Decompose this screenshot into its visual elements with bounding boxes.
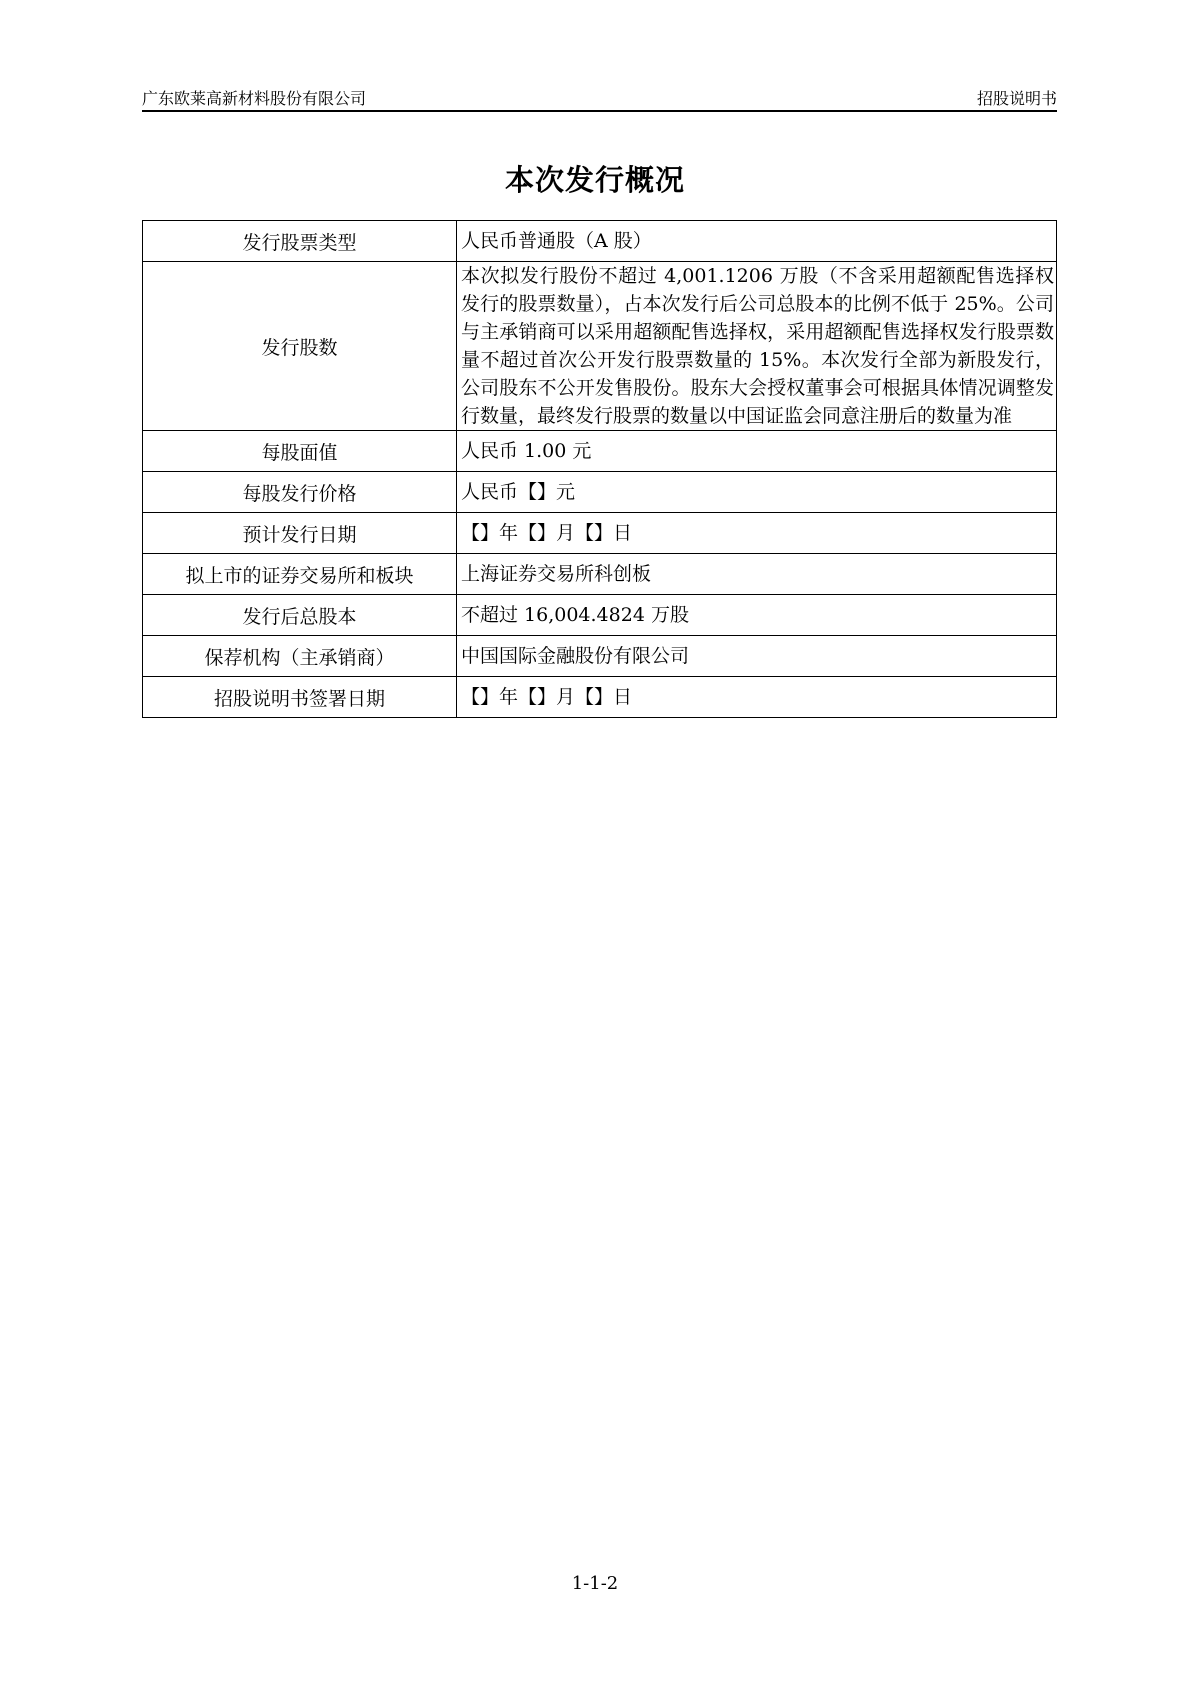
table-row (143, 221, 1057, 262)
row-value: 【】年【】月【】日 (457, 513, 1057, 554)
table-row (143, 513, 1057, 554)
row-value: 人民币 1.00 元 (457, 431, 1057, 472)
row-label: 拟上市的证券交易所和板块 (143, 554, 457, 595)
table-row (143, 431, 1057, 472)
table-row (143, 677, 1057, 718)
row-label: 保荐机构（主承销商） (143, 636, 457, 677)
row-label: 每股发行价格 (143, 472, 457, 513)
document-type: 招股说明书 (976, 89, 1057, 108)
row-label: 发行股票类型 (143, 221, 457, 262)
row-label: 发行后总股本 (143, 595, 457, 636)
row-value: 人民币普通股（A 股） (457, 221, 1057, 262)
company-name: 广东欧莱高新材料股份有限公司 (142, 89, 367, 108)
table-row (143, 472, 1057, 513)
row-value: 上海证券交易所科创板 (457, 554, 1057, 595)
row-label: 发行股数 (143, 262, 457, 431)
row-label: 预计发行日期 (143, 513, 457, 554)
page-title: 本次发行概况 (504, 163, 685, 197)
offering-summary-table (142, 220, 1057, 718)
table-row (143, 595, 1057, 636)
page-header (142, 84, 1057, 112)
table-row (143, 636, 1057, 677)
row-value: 【】年【】月【】日 (457, 677, 1057, 718)
page-number: 1-1-2 (571, 1573, 619, 1594)
table-row (143, 554, 1057, 595)
table-row (143, 262, 1057, 431)
row-label: 每股面值 (143, 431, 457, 472)
row-label: 招股说明书签署日期 (143, 677, 457, 718)
row-value: 人民币【】元 (457, 472, 1057, 513)
row-value: 中国国际金融股份有限公司 (457, 636, 1057, 677)
row-value: 本次拟发行股份不超过 4,001.1206 万股（不含采用超额配售选择权发行的股票数量），占本次发行后公司总股本的比例不低于 25%。公司与主承销商可以采用超额配售选择权，采用超额配售选择权发行股票数量不超过首次公开发行股票数量的 15%。本次发行全部为新股发行，公司股东不公开发售股份。股东大会授权董事会可根据具体情况调整发行数量，最终发行股票的数量以中国证监会同意注册后的数量为准 (457, 262, 1057, 431)
row-value: 不超过 16,004.4824 万股 (457, 595, 1057, 636)
